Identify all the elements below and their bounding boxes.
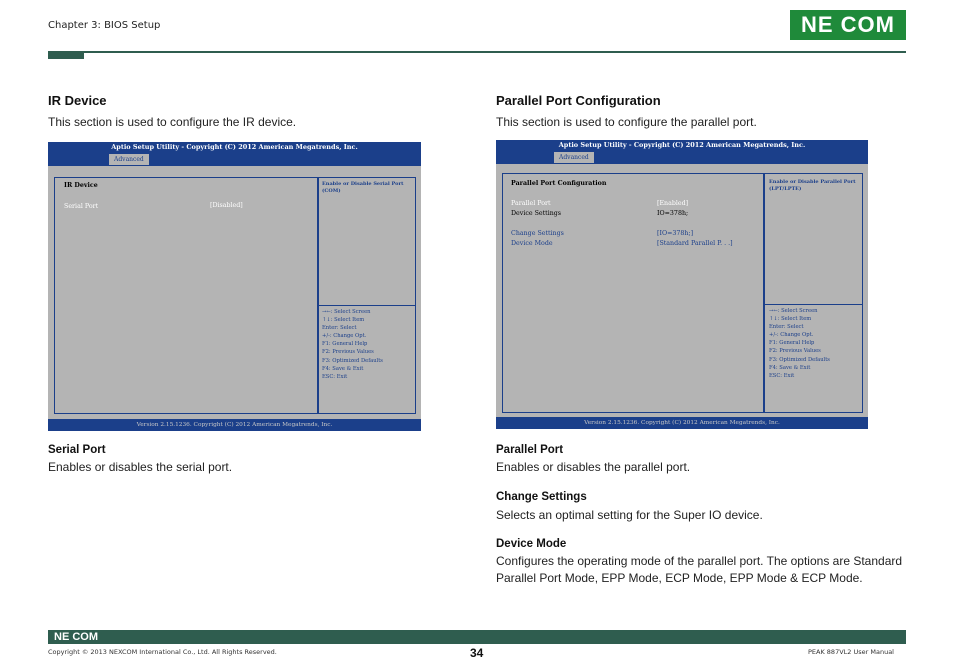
section-intro-parallel-port-config: This section is used to configure the parallel port. — [496, 115, 757, 129]
item-desc-device-mode-line2: Parallel Port Mode, EPP Mode, ECP Mode, EPP Mode & ECP Mode. — [496, 571, 863, 585]
page-number: 34 — [470, 646, 484, 660]
chapter-label: Chapter 3: BIOS Setup — [48, 20, 161, 31]
item-desc-device-mode-line1: Configures the operating mode of the parallel port. The options are Standard — [496, 554, 903, 568]
section-title-ir-device: IR Device — [48, 93, 107, 108]
key-line: F3: Optimized Defaults — [769, 356, 830, 363]
bios-value-serial-port[interactable]: [Disabled] — [210, 202, 243, 209]
bios-footer: Version 2.15.1236. Copyright (C) 2012 American Megatrends, Inc. — [496, 417, 868, 429]
bios-heading: IR Device — [64, 182, 98, 189]
bios-tab-row — [496, 151, 868, 164]
item-title-parallel-port: Parallel Port — [496, 444, 564, 456]
bios-footer: Version 2.15.1236. Copyright (C) 2012 American Megatrends, Inc. — [48, 419, 421, 431]
key-line: →←: Select Screen — [769, 308, 818, 314]
footer-logo: NE COM — [54, 631, 98, 643]
bios-option-parallel-port[interactable]: Parallel Port — [511, 200, 551, 207]
help-line: Enable or Disable Serial Port — [322, 181, 404, 187]
bios-key-legend — [322, 308, 383, 381]
key-line: F2: Previous Values — [322, 349, 374, 356]
footer-square — [898, 637, 906, 644]
bios-option-serial-port[interactable]: Serial Port — [64, 203, 99, 210]
help-line: Enable or Disable Parallel Port — [769, 179, 856, 185]
key-line: F3: Optimized Defaults — [322, 357, 383, 364]
bios-title: Aptio Setup Utility - Copyright (C) 2012 American Megatrends, Inc. — [496, 140, 868, 151]
bios-screen-ir-device — [48, 142, 421, 431]
bios-value-device-settings: IO=378h; — [657, 210, 689, 217]
bios-help-text — [322, 181, 403, 195]
key-line: +/-: Change Opt. — [322, 333, 367, 340]
header-accent — [48, 51, 84, 59]
bios-value-change-settings[interactable]: [IO=378h;] — [657, 230, 694, 237]
item-title-serial-port: Serial Port — [48, 444, 106, 456]
manual-title: PEAK 887VL2 User Manual — [808, 648, 894, 656]
footer-bar — [48, 630, 906, 644]
key-line: Enter: Select — [322, 325, 357, 332]
key-line: F1: General Help — [769, 340, 815, 347]
bios-label-device-settings: Device Settings — [511, 210, 562, 217]
key-line: F4: Save & Exit — [769, 364, 811, 371]
bios-title: Aptio Setup Utility - Copyright (C) 2012 American Megatrends, Inc. — [48, 142, 421, 153]
help-line: (COM) — [322, 188, 341, 194]
key-line: ↑↓: Select Item — [322, 317, 365, 324]
item-title-device-mode: Device Mode — [496, 538, 567, 550]
copyright-text: Copyright © 2013 NEXCOM International Co., Ltd. All Rights Reserved. — [48, 648, 277, 656]
key-line: ESC: Exit — [769, 372, 795, 379]
tab-advanced[interactable]: Advanced — [109, 154, 149, 165]
section-title-parallel-port-config: Parallel Port Configuration — [496, 93, 661, 108]
item-desc-parallel-port: Enables or disables the parallel port. — [496, 460, 691, 474]
bios-option-change-settings[interactable]: Change Settings — [511, 230, 564, 237]
bios-screen-parallel-port — [496, 140, 868, 429]
bios-main-panel — [54, 177, 318, 414]
bios-value-device-mode[interactable]: [Standard Parallel P. . .] — [657, 240, 733, 247]
key-line: +/-: Change Opt. — [769, 332, 814, 339]
bios-key-legend — [769, 307, 830, 380]
bios-heading: Parallel Port Configuration — [511, 180, 607, 187]
item-title-change-settings: Change Settings — [496, 491, 587, 503]
bios-option-device-mode[interactable]: Device Mode — [511, 240, 553, 247]
key-line: Enter: Select — [769, 324, 804, 331]
key-line: F4: Save & Exit — [322, 365, 364, 372]
key-line: ESC: Exit — [322, 373, 348, 380]
bios-help-panel — [318, 177, 416, 306]
bios-tab-row — [48, 153, 421, 166]
key-line: →←: Select Screen — [322, 309, 371, 315]
header-divider — [48, 51, 906, 53]
item-desc-serial-port: Enables or disables the serial port. — [48, 460, 233, 474]
key-line: F1: General Help — [322, 341, 368, 348]
nexcom-logo: NE COM — [790, 10, 906, 40]
section-intro-ir-device: This section is used to configure the IR device. — [48, 115, 297, 129]
footer-square — [889, 630, 897, 638]
key-line: ↑↓: Select Item — [769, 316, 812, 323]
bios-help-text — [769, 179, 856, 193]
key-line: F2: Previous Values — [769, 348, 821, 355]
help-line: (LPT/LPTE) — [769, 186, 802, 192]
item-desc-change-settings: Selects an optimal setting for the Super IO device. — [496, 508, 763, 522]
bios-value-parallel-port[interactable]: [Enabled] — [657, 200, 689, 207]
bios-main-panel — [502, 173, 764, 413]
tab-advanced[interactable]: Advanced — [554, 152, 594, 163]
